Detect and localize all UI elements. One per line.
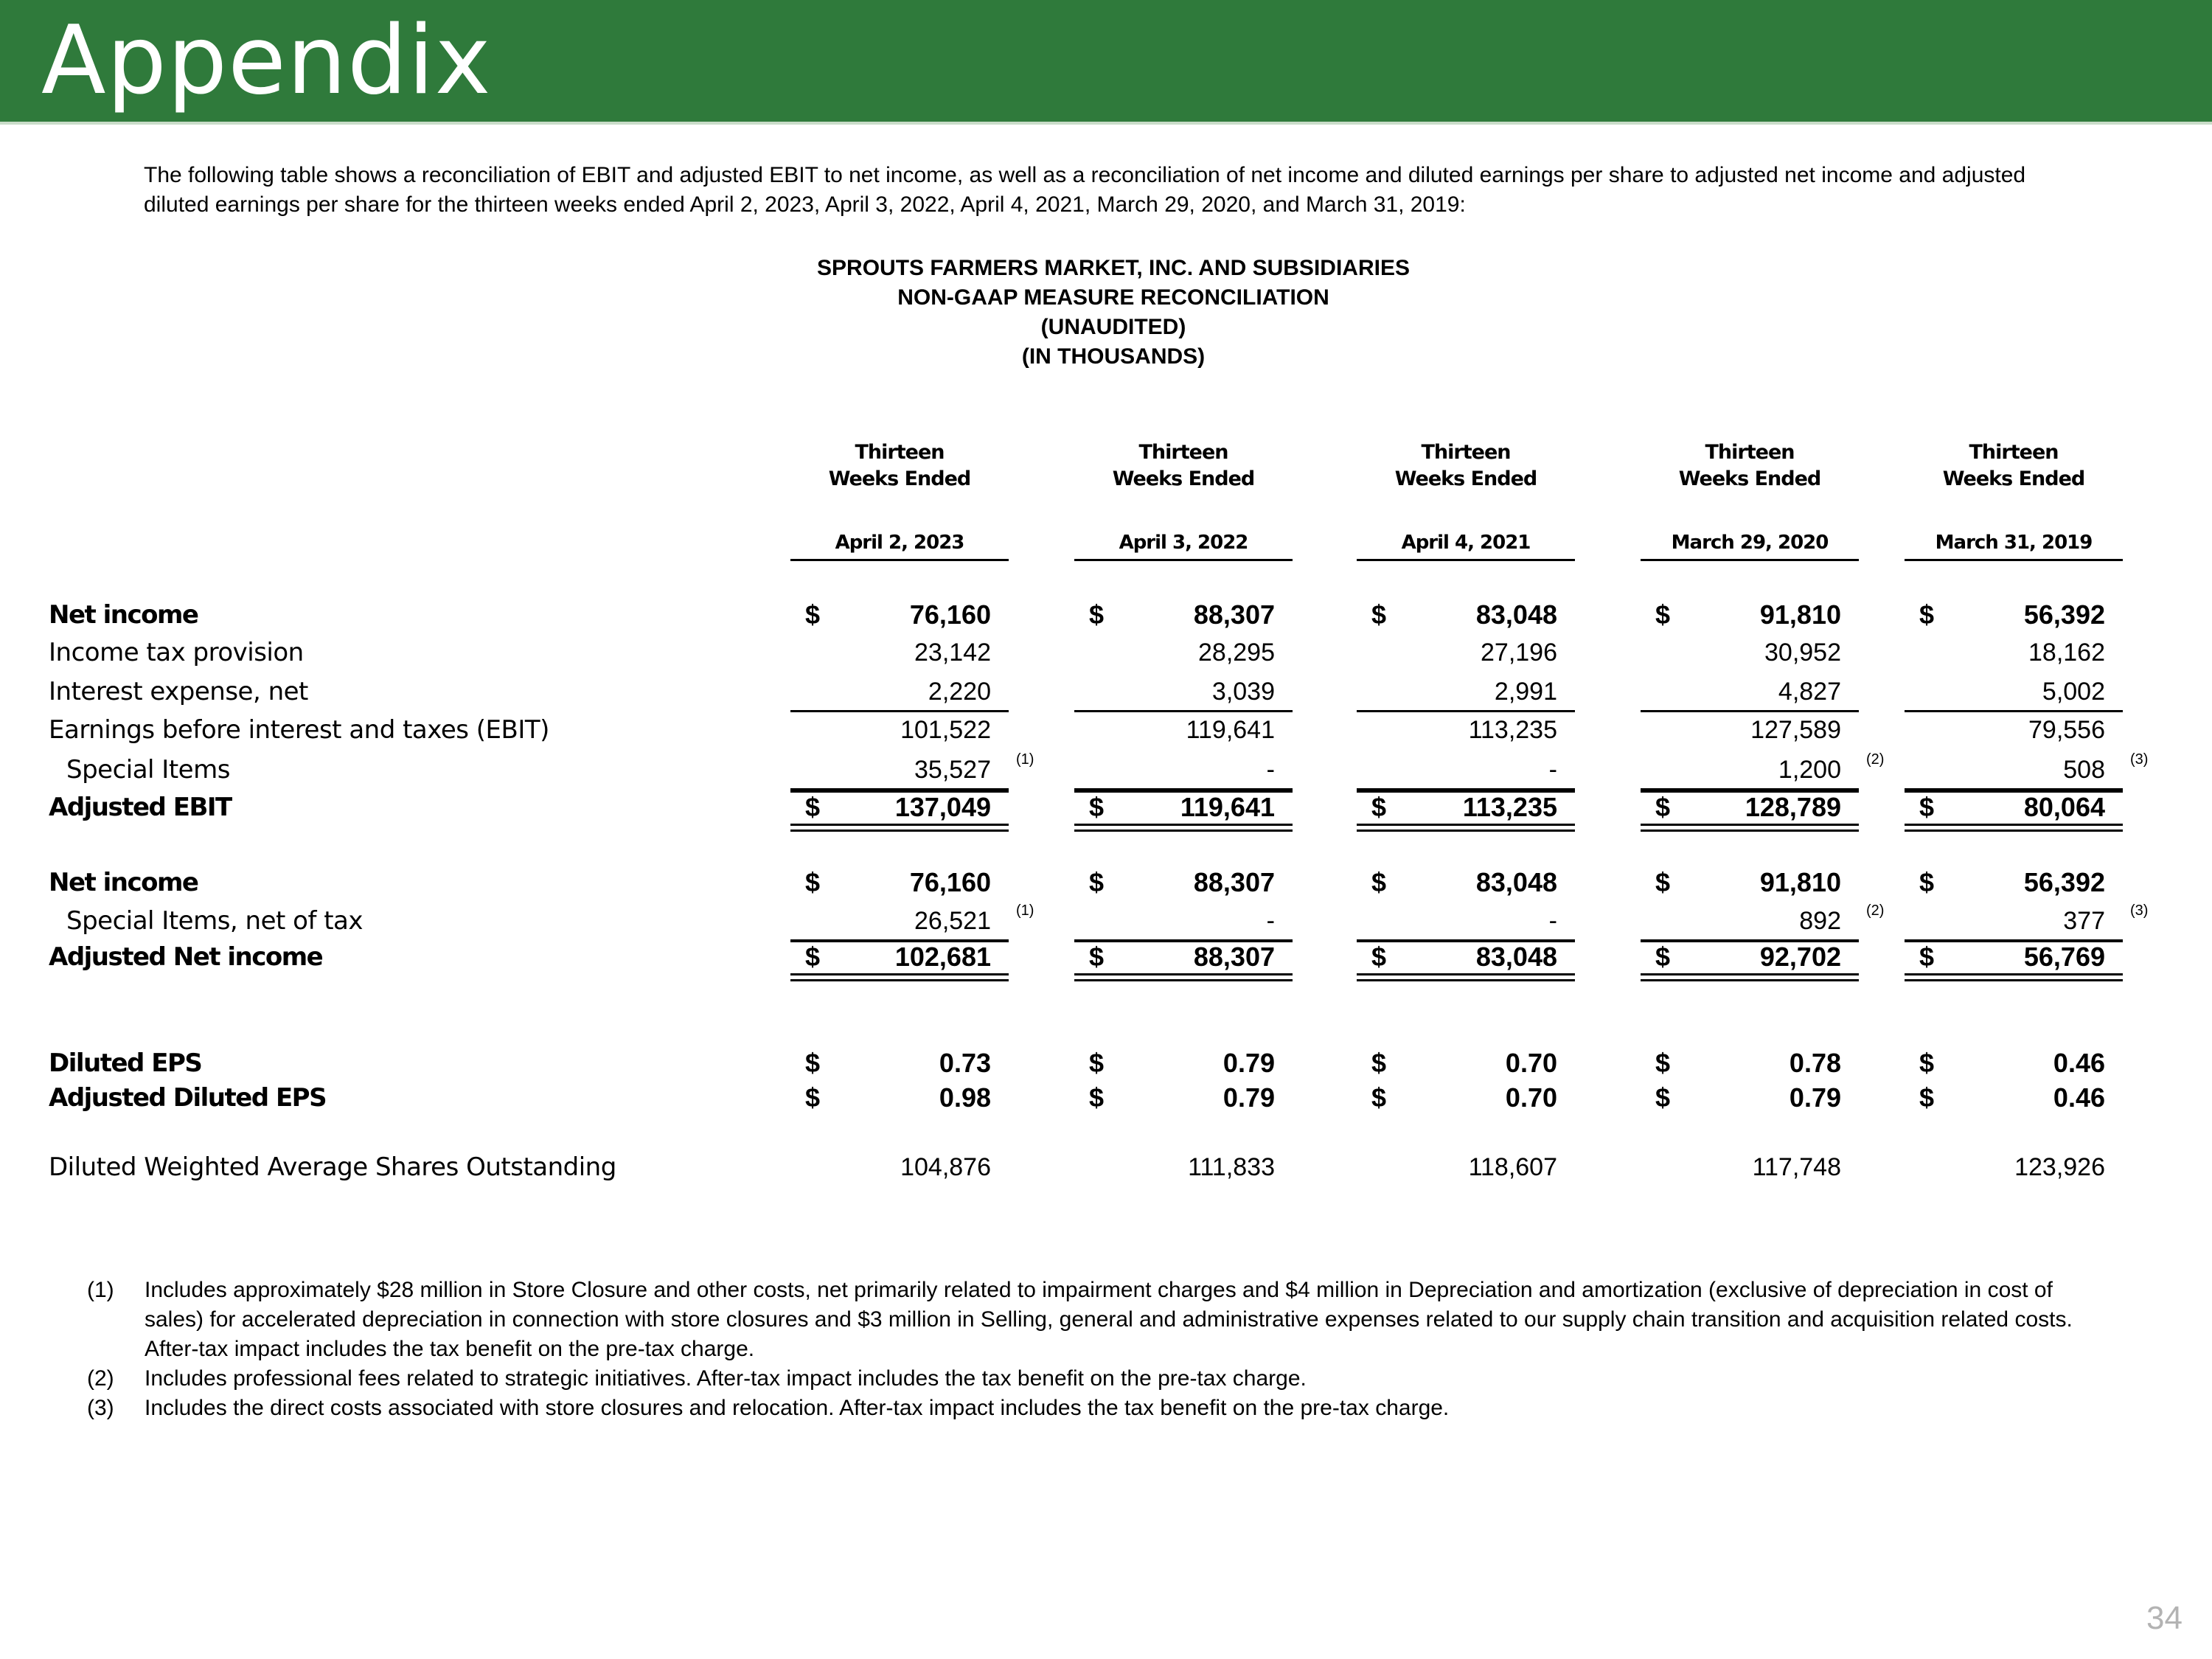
total-double-rule (1641, 824, 1859, 832)
column-header-line2: Weeks Ended (1678, 467, 1821, 490)
total-rule-top (790, 790, 1009, 793)
currency-symbol: $ (1919, 1048, 1935, 1078)
currency-symbol: $ (805, 1082, 821, 1113)
cell-value: 119,641 (1186, 716, 1275, 744)
column-header-line1: Thirteen (1138, 441, 1228, 464)
cell-value: 2,220 (928, 678, 991, 706)
cell-value: 76,160 (909, 599, 991, 630)
page-title: Appendix (41, 6, 492, 116)
cell-value: 56,392 (2023, 867, 2105, 897)
total-double-rule (1905, 973, 2123, 981)
footnote-text: Includes approximately $28 million in Store Closure and other costs, net primarily related to impairment charges and $4 million in Depreciation and amortization (exclusive of depreciation in cost of sales) for accelerated depreciation in connection with store closures and $3 million in Selling, general and administrative expenses related to our supply chain transition and acquisition related costs. After-tax impact includes the tax benefit on the pre-tax charge. (145, 1278, 2073, 1361)
cell-value: 0.73 (939, 1048, 991, 1078)
cell-value: 113,235 (1468, 716, 1557, 744)
column-date: April 2, 2023 (790, 531, 1009, 561)
cell-value: 35,527 (914, 756, 991, 784)
cell-value: 30,952 (1764, 639, 1841, 667)
currency-symbol: $ (1919, 792, 1935, 822)
cell-value: 27,196 (1481, 639, 1557, 667)
report-subtitle: NON-GAAP MEASURE RECONCILIATION (897, 285, 1329, 310)
cell-value: 117,748 (1752, 1153, 1841, 1181)
subtotal-rule (790, 710, 1009, 712)
cell-value: 56,392 (2023, 599, 2105, 630)
cell-value: 26,521 (914, 907, 991, 935)
cell-value: 118,607 (1468, 1153, 1557, 1181)
total-rule-top (1641, 790, 1859, 793)
currency-symbol: $ (805, 867, 821, 897)
cell-value: 104,876 (900, 1153, 991, 1181)
currency-symbol: $ (1655, 867, 1671, 897)
page-number: 34 (2146, 1600, 2183, 1636)
currency-symbol: $ (1089, 599, 1105, 630)
total-double-rule (790, 824, 1009, 832)
row-label-tax: Income tax provision (49, 638, 304, 667)
report-units: (IN THOUSANDS) (1021, 344, 1206, 369)
footnote-text: Includes the direct costs associated with store closures and relocation. After-tax impact includes the tax benefit on the pre-tax charge. (145, 1396, 1450, 1420)
column-header-line1: Thirteen (1705, 441, 1795, 464)
column-date: March 29, 2020 (1641, 531, 1859, 561)
cell-value: 102,681 (894, 942, 991, 972)
row-label-shares: Diluted Weighted Average Shares Outstanding (49, 1152, 616, 1182)
total-double-rule (1074, 824, 1293, 832)
currency-symbol: $ (1919, 1082, 1935, 1113)
total-rule-top (1905, 790, 2123, 793)
currency-symbol: $ (805, 599, 821, 630)
currency-symbol: $ (1089, 1048, 1105, 1078)
column-header-line1: Thirteen (1969, 441, 2059, 464)
column-header-line1: Thirteen (1421, 441, 1511, 464)
column-header-line2: Weeks Ended (1112, 467, 1255, 490)
cell-value: 377 (2063, 907, 2105, 935)
footnote-number: (2) (87, 1366, 114, 1391)
total-rule-top (1074, 940, 1293, 942)
cell-value: 83,048 (1475, 942, 1557, 972)
cell-value: 111,833 (1188, 1153, 1275, 1181)
currency-symbol: $ (1655, 1082, 1671, 1113)
currency-symbol: $ (1655, 942, 1671, 972)
row-label-ebit: Earnings before interest and taxes (EBIT) (49, 715, 549, 745)
footnotes (87, 1276, 2078, 1423)
cell-value: 119,641 (1180, 792, 1275, 822)
total-rule-top (790, 940, 1009, 942)
currency-symbol: $ (1371, 792, 1387, 822)
cell-value: 0.79 (1222, 1048, 1275, 1078)
footnote-number: (1) (87, 1278, 114, 1302)
currency-symbol: $ (805, 1048, 821, 1078)
cell-value: 91,810 (1759, 599, 1841, 630)
total-rule-top (1641, 940, 1859, 942)
column-date: April 4, 2021 (1357, 531, 1575, 561)
cell-value: 137,049 (894, 792, 991, 822)
currency-symbol: $ (1089, 1082, 1105, 1113)
currency-symbol: $ (1655, 599, 1671, 630)
cell-value: 0.79 (1789, 1082, 1841, 1113)
column-header-line1: Thirteen (855, 441, 945, 464)
report-company: SPROUTS FARMERS MARKET, INC. AND SUBSIDIARIES (817, 256, 1410, 280)
cell-value: 83,048 (1475, 599, 1557, 630)
cell-value: 0.79 (1222, 1082, 1275, 1113)
cell-value: 88,307 (1193, 867, 1275, 897)
cell-value: 79,556 (2028, 716, 2105, 744)
subtotal-rule (1074, 710, 1293, 712)
cell-value: 80,064 (2023, 792, 2105, 822)
total-double-rule (1641, 973, 1859, 981)
title-bar-underline (0, 122, 2212, 125)
footnote-text: Includes professional fees related to strategic initiatives. After-tax impact includes the tax benefit on the pre-tax charge. (145, 1366, 1307, 1391)
total-rule-top (1074, 790, 1293, 793)
footnote-marker: (1) (1016, 902, 1034, 919)
currency-symbol: $ (1919, 599, 1935, 630)
currency-symbol: $ (1655, 1048, 1671, 1078)
footnote-marker: (1) (1016, 751, 1034, 768)
cell-value: 0.70 (1505, 1048, 1557, 1078)
total-rule-top (1357, 790, 1575, 793)
cell-value: 3,039 (1211, 678, 1275, 706)
footnote-number: (3) (87, 1396, 114, 1420)
cell-value: 0.98 (939, 1082, 991, 1113)
currency-symbol: $ (805, 792, 821, 822)
column-header-line2: Weeks Ended (828, 467, 971, 490)
cell-value: - (1266, 907, 1275, 935)
footnote-marker: (3) (2130, 751, 2149, 768)
total-rule-top (1357, 940, 1575, 942)
currency-symbol: $ (1371, 867, 1387, 897)
footnote-marker: (2) (1866, 751, 1885, 768)
cell-value: - (1548, 756, 1557, 784)
row-label-adj-net: Adjusted Net income (49, 942, 323, 972)
cell-value: 1,200 (1778, 756, 1841, 784)
cell-value: 88,307 (1193, 599, 1275, 630)
cell-value: - (1548, 907, 1557, 935)
row-label-eps: Diluted EPS (49, 1048, 202, 1078)
cell-value: 91,810 (1759, 867, 1841, 897)
currency-symbol: $ (1655, 792, 1671, 822)
cell-value: 127,589 (1750, 716, 1841, 744)
currency-symbol: $ (805, 942, 821, 972)
cell-value: 88,307 (1193, 942, 1275, 972)
cell-value: 18,162 (2028, 639, 2105, 667)
column-header-line2: Weeks Ended (1394, 467, 1537, 490)
total-double-rule (790, 973, 1009, 981)
row-label-interest: Interest expense, net (49, 677, 308, 706)
cell-value: 508 (2063, 756, 2105, 784)
footnote-1 (87, 1276, 2078, 1364)
cell-value: - (1266, 756, 1275, 784)
currency-symbol: $ (1089, 942, 1105, 972)
total-double-rule (1357, 973, 1575, 981)
currency-symbol: $ (1089, 867, 1105, 897)
row-label-net-income: Net income (49, 600, 198, 630)
cell-value: 128,789 (1745, 792, 1841, 822)
currency-symbol: $ (1919, 942, 1935, 972)
footnote-2 (87, 1364, 2078, 1394)
footnote-3 (87, 1394, 2078, 1423)
row-label-special-net: Special Items, net of tax (66, 906, 364, 936)
currency-symbol: $ (1371, 599, 1387, 630)
currency-symbol: $ (1089, 792, 1105, 822)
cell-value: 0.78 (1789, 1048, 1841, 1078)
footnote-marker: (2) (1866, 902, 1885, 919)
currency-symbol: $ (1919, 867, 1935, 897)
cell-value: 5,002 (2042, 678, 2105, 706)
currency-symbol: $ (1371, 1048, 1387, 1078)
cell-value: 28,295 (1198, 639, 1275, 667)
row-label-adj-ebit: Adjusted EBIT (49, 793, 232, 822)
cell-value: 0.46 (2053, 1082, 2105, 1113)
cell-value: 92,702 (1759, 942, 1841, 972)
footnote-marker: (3) (2130, 902, 2149, 919)
cell-value: 76,160 (909, 867, 991, 897)
report-unaudited: (UNAUDITED) (1040, 315, 1186, 339)
cell-value: 101,522 (900, 716, 991, 744)
subtotal-rule (1641, 710, 1859, 712)
cell-value: 0.70 (1505, 1082, 1557, 1113)
cell-value: 56,769 (2023, 942, 2105, 972)
column-header-line2: Weeks Ended (1942, 467, 2085, 490)
cell-value: 123,926 (2014, 1153, 2105, 1181)
cell-value: 892 (1799, 907, 1841, 935)
subtotal-rule (1905, 710, 2123, 712)
column-date: March 31, 2019 (1905, 531, 2123, 561)
cell-value: 83,048 (1475, 867, 1557, 897)
row-label-special: Special Items (66, 755, 230, 785)
intro-paragraph: The following table shows a reconciliation of EBIT and adjusted EBIT to net income, as well as a reconciliation of net income and diluted earnings per share to adjusted net income and adjusted diluted earnings per share for the thirteen weeks ended April 2, 2023, April 3, 2022, April 4, 2021, March 29, 2020, and March 31, 2019: (144, 163, 2026, 217)
cell-value: 4,827 (1778, 678, 1841, 706)
total-double-rule (1357, 824, 1575, 832)
subtotal-rule (1357, 710, 1575, 712)
cell-value: 2,991 (1494, 678, 1557, 706)
currency-symbol: $ (1371, 942, 1387, 972)
cell-value: 23,142 (914, 639, 991, 667)
currency-symbol: $ (1371, 1082, 1387, 1113)
column-date: April 3, 2022 (1074, 531, 1293, 561)
total-double-rule (1905, 824, 2123, 832)
total-rule-top (1905, 940, 2123, 942)
cell-value: 0.46 (2053, 1048, 2105, 1078)
row-label-net-income2: Net income (49, 868, 198, 897)
cell-value: 113,235 (1462, 792, 1557, 822)
row-label-adj-eps: Adjusted Diluted EPS (49, 1083, 327, 1113)
total-double-rule (1074, 973, 1293, 981)
